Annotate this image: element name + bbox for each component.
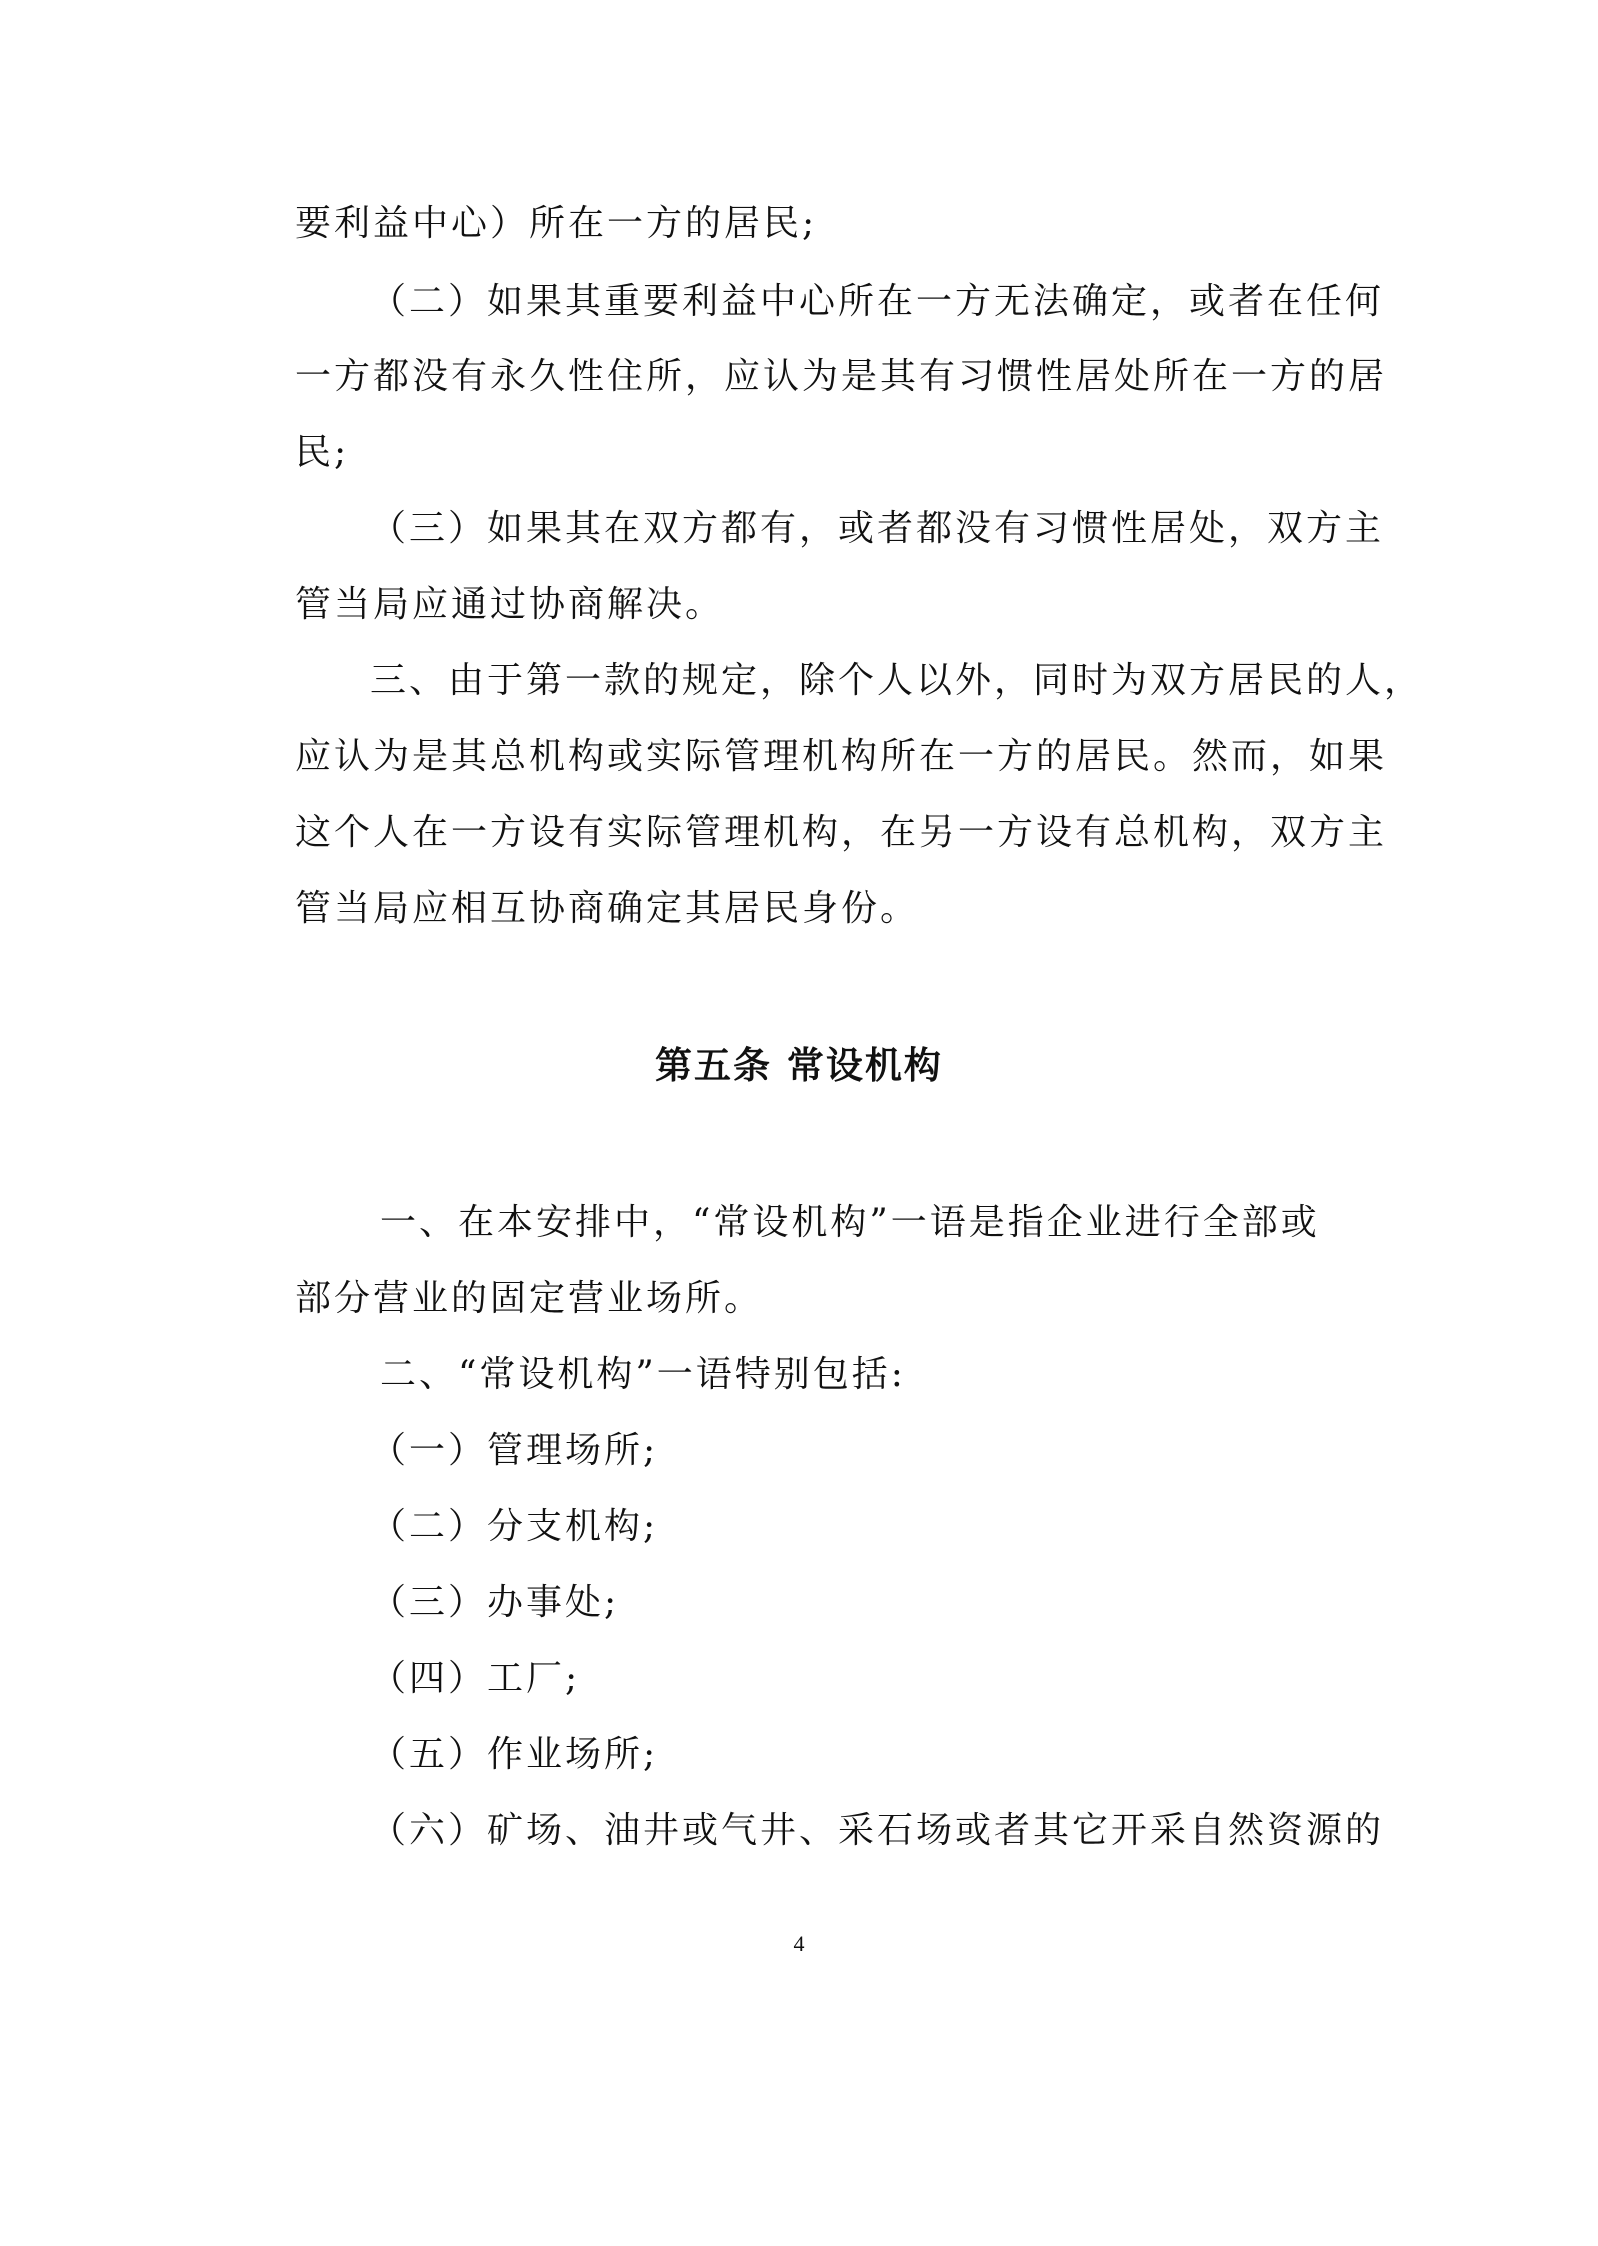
paragraph-line: 管当局应通过协商解决。	[295, 584, 725, 625]
list-item: （五）作业场所;	[370, 1734, 659, 1775]
paragraph-line: 三、由于第一款的规定，除个人以外，同时为双方居民的人，	[370, 660, 1424, 701]
paragraph-line: （二）如果其重要利益中心所在一方无法确定，或者在任何	[370, 281, 1385, 322]
paragraph-line: （三）如果其在双方都有，或者都没有习惯性居处，双方主	[370, 508, 1385, 549]
paragraph-line: 民;	[295, 432, 350, 473]
page-number: 4	[793, 1931, 805, 1956]
paragraph-line: 一、在本安排中，“常设机构”一语是指企业进行全部或	[380, 1202, 1320, 1243]
paragraph-line: 应认为是其总机构或实际管理机构所在一方的居民。然而，如果	[295, 736, 1388, 777]
list-item: 二、“常设机构”一语特别包括:	[380, 1354, 906, 1395]
list-item: （一）管理场所;	[370, 1430, 659, 1471]
list-item: （三）办事处;	[370, 1582, 620, 1623]
list-item: （四）工厂;	[370, 1658, 581, 1699]
list-item: （二）分支机构;	[370, 1506, 659, 1547]
paragraph-line: 要利益中心）所在一方的居民;	[295, 203, 818, 244]
article-heading: 第五条 常设机构	[655, 1044, 943, 1087]
paragraph-line: 一方都没有永久性住所，应认为是其有习惯性居处所在一方的居	[295, 356, 1388, 397]
paragraph-line: 管当局应相互协商确定其居民身份。	[295, 888, 920, 929]
paragraph-line: 部分营业的固定营业场所。	[295, 1278, 764, 1319]
list-item: （六）矿场、油井或气井、采石场或者其它开采自然资源的	[370, 1810, 1385, 1851]
paragraph-line: 这个人在一方设有实际管理机构，在另一方设有总机构，双方主	[295, 812, 1388, 853]
